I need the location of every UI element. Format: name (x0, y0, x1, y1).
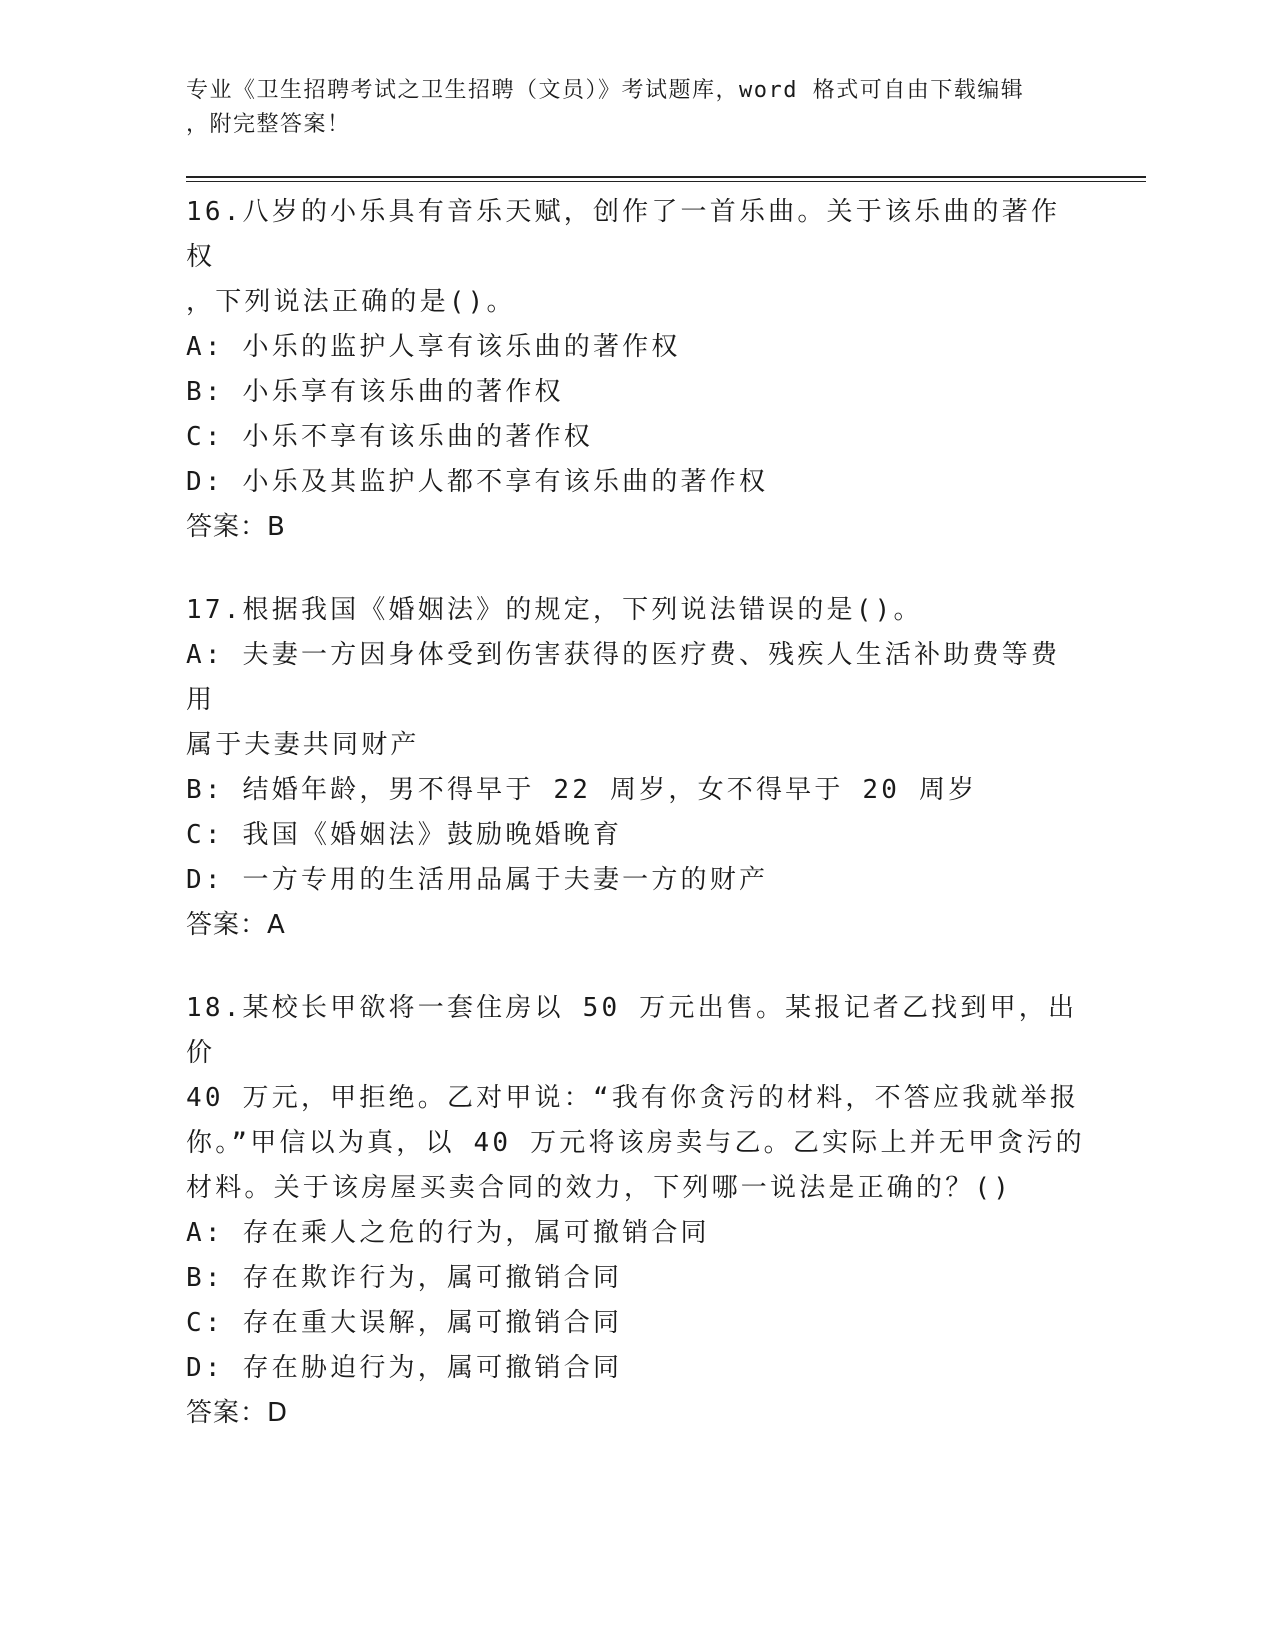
document-header: 专业《卫生招聘考试之卫生招聘（文员）》考试题库，word 格式可自由下载编辑 ，附完整答案！ (186, 78, 1025, 137)
answer-label: 答案： (186, 910, 268, 940)
answer-value: D (267, 1398, 289, 1428)
option-b: B: 小乐享有该乐曲的著作权 (186, 377, 564, 407)
option-c: C: 存在重大误解，属可撤销合同 (186, 1308, 623, 1338)
option-c: C: 小乐不享有该乐曲的著作权 (186, 422, 593, 452)
question-stem: 16.八岁的小乐具有音乐天赋，创作了一首乐曲。关于该乐曲的著作权 ，下列说法正确的是()。 (186, 197, 1061, 317)
option-a: A: 小乐的监护人享有该乐曲的著作权 (186, 332, 681, 362)
header-divider-thin (186, 181, 1146, 182)
option-d: D: 一方专用的生活用品属于夫妻一方的财产 (186, 865, 769, 895)
question-stem: 18.某校长甲欲将一套住房以 50 万元出售。某报记者乙找到甲，出价 40 万元，甲拒绝。乙对甲说：“我有你贪污的材料，不答应我就举报 你。”甲信以为真，以 40 万元将该房卖与乙。乙实际上并无甲贪污的 材料。关于该房屋买卖合同的效力，下列哪一说法是正确的？() (186, 993, 1085, 1203)
question-16 (186, 190, 1086, 550)
answer-line (186, 505, 1086, 550)
question-18 (186, 986, 1086, 1436)
header-divider-thick (186, 176, 1146, 178)
option-d: D: 存在胁迫行为，属可撤销合同 (186, 1353, 623, 1383)
option-b: B: 结婚年龄，男不得早于 22 周岁，女不得早于 20 周岁 (186, 775, 978, 805)
option-d: D: 小乐及其监护人都不享有该乐曲的著作权 (186, 467, 769, 497)
question-list (186, 190, 1086, 1474)
answer-line (186, 1391, 1086, 1436)
answer-label: 答案： (186, 512, 268, 542)
option-a: A: 存在乘人之危的行为，属可撤销合同 (186, 1218, 710, 1248)
answer-value: B (267, 512, 286, 542)
answer-label: 答案： (186, 1398, 268, 1428)
option-a: A: 夫妻一方因身体受到伤害获得的医疗费、残疾人生活补助费等费用 属于夫妻共同财产 (186, 640, 1061, 760)
question-17 (186, 588, 1086, 948)
answer-line (186, 903, 1086, 948)
question-stem: 17.根据我国《婚姻法》的规定，下列说法错误的是()。 (186, 595, 923, 625)
answer-value: A (267, 910, 286, 940)
option-b: B: 存在欺诈行为，属可撤销合同 (186, 1263, 623, 1293)
option-c: C: 我国《婚姻法》鼓励晚婚晚育 (186, 820, 623, 850)
